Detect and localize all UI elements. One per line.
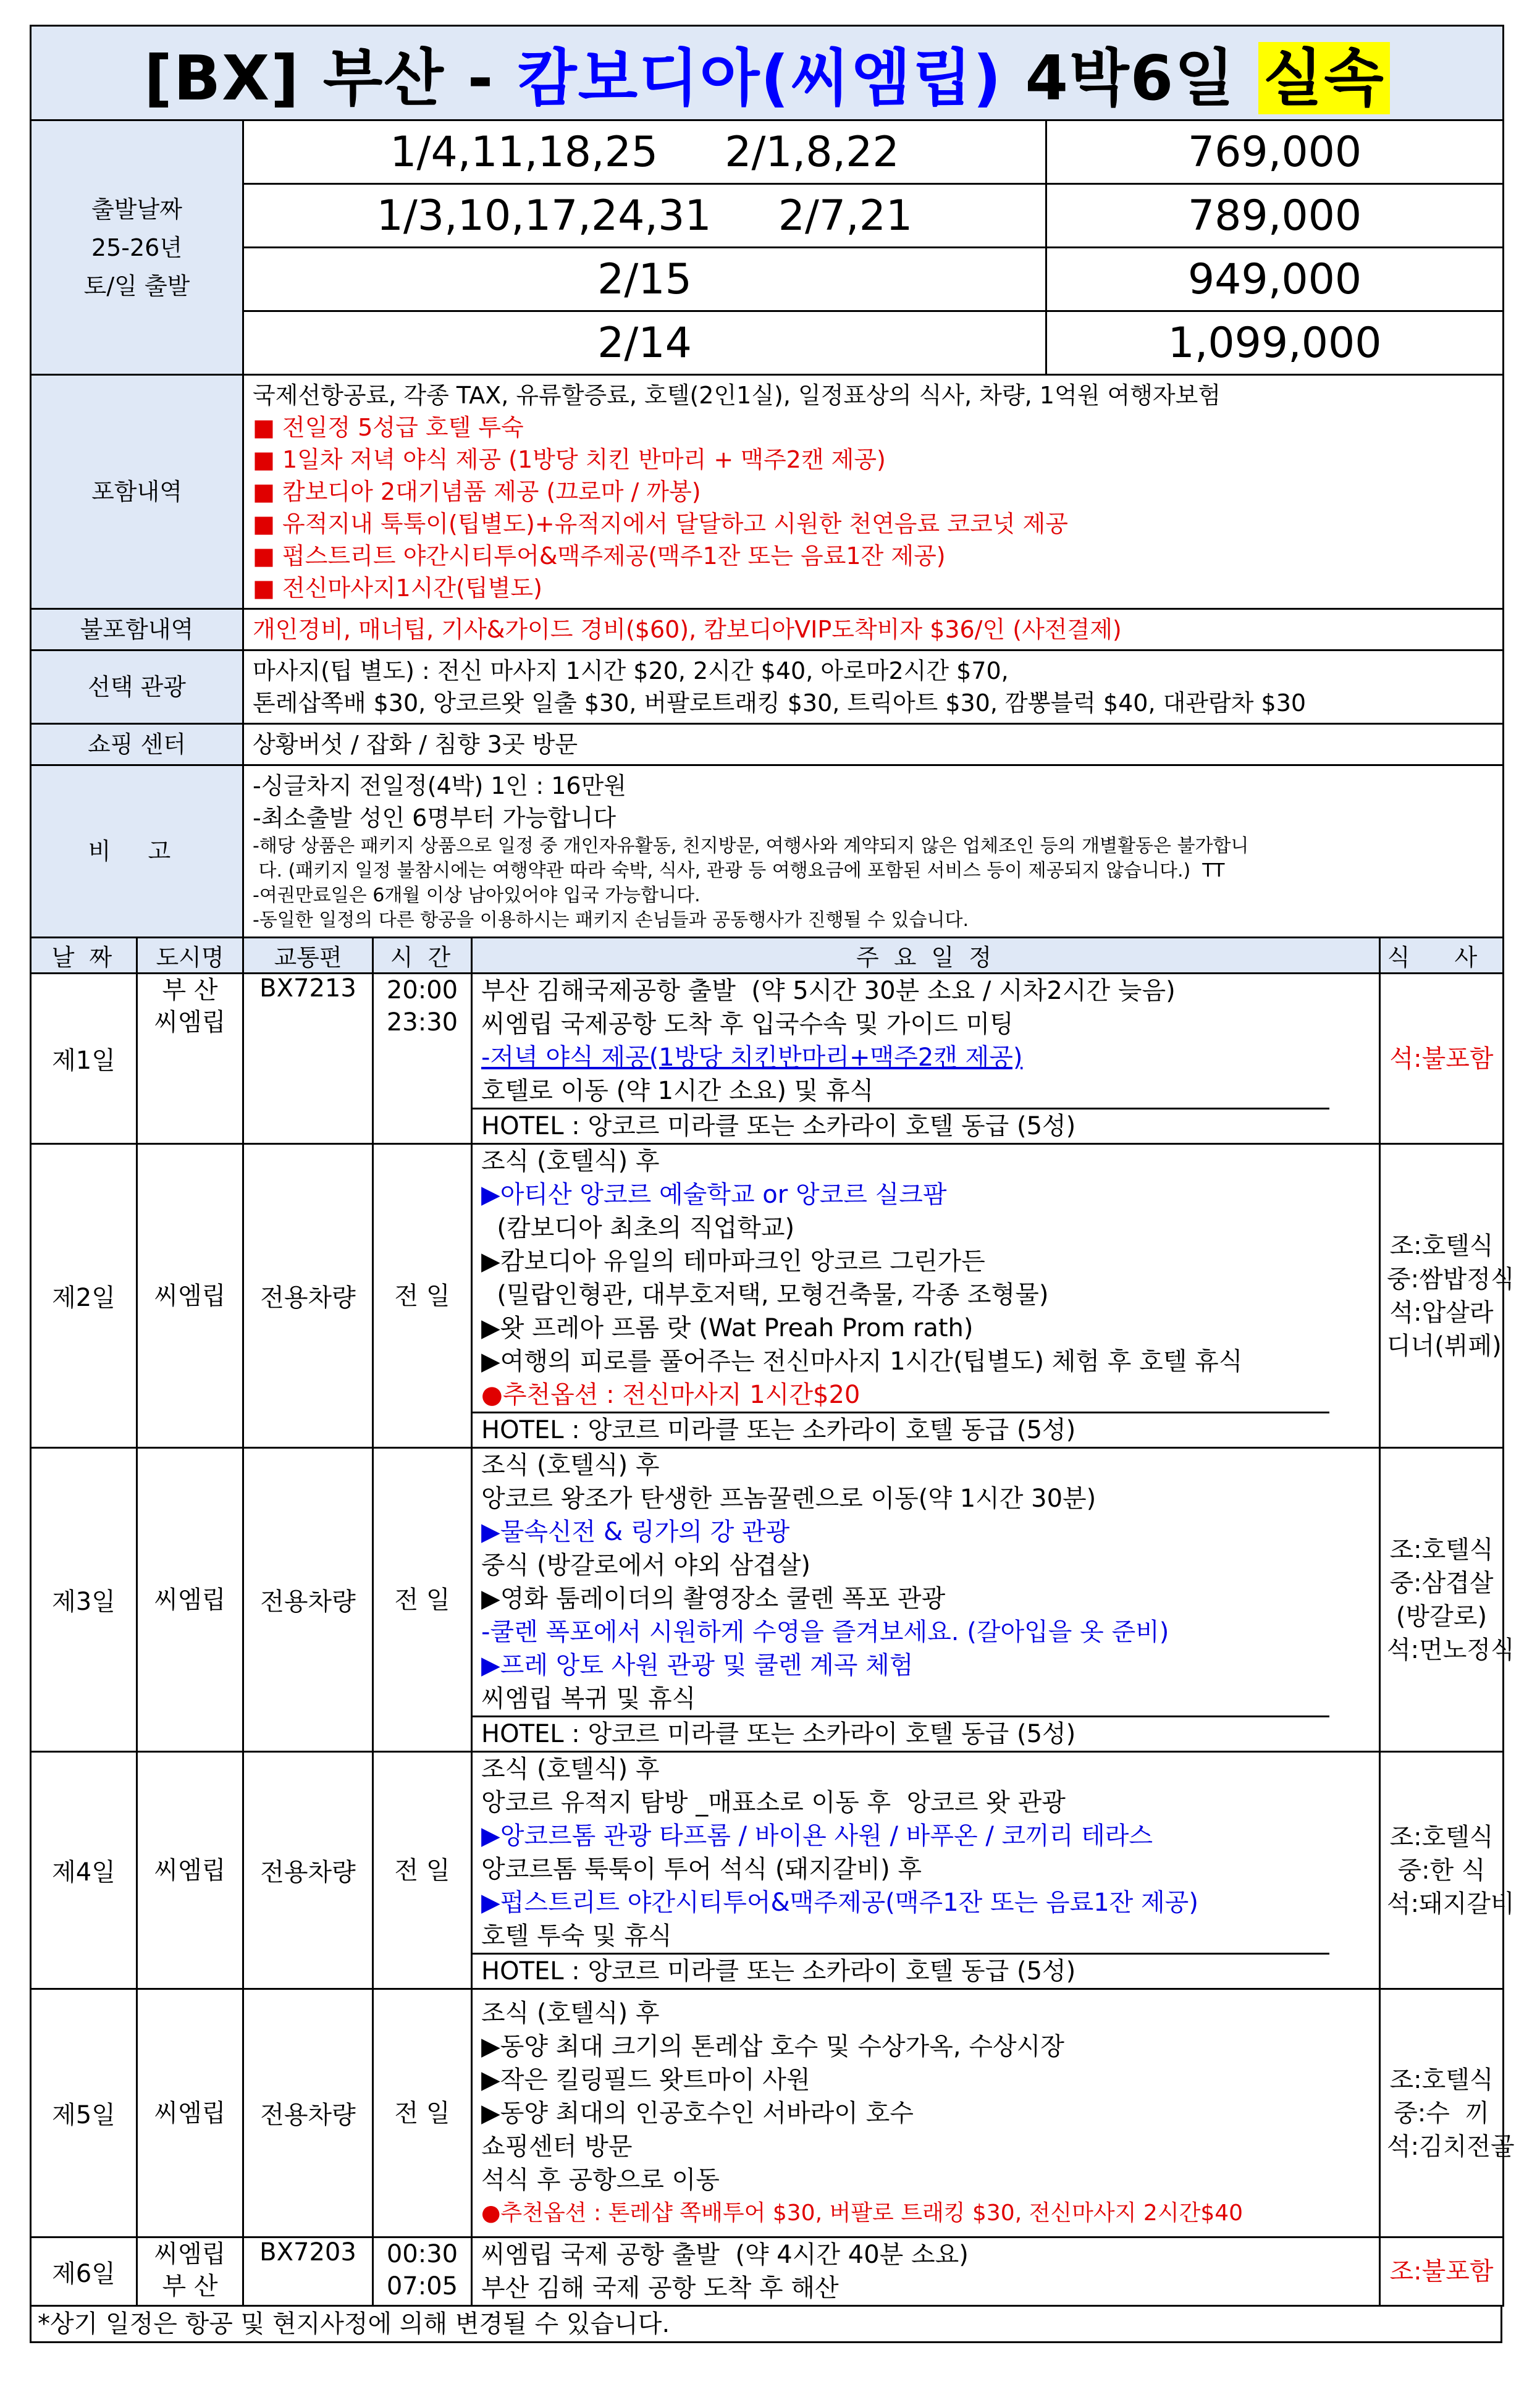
day-schedule: [472, 1752, 1380, 1989]
day-transport: BX7213: [243, 974, 373, 1144]
day-label: 제2일: [31, 1144, 137, 1448]
departure-label-line: 출발날짜: [91, 195, 182, 223]
time-value: 전 일: [394, 2099, 450, 2128]
schedule-line: ▶동양 최대 크기의 톤레삽 호수 및 수상가옥, 수상시장: [481, 2032, 1064, 2061]
time-value: 07:05: [386, 2272, 458, 2301]
day-transport: 전용차량: [243, 1989, 373, 2238]
hotel-line: HOTEL : 앙코르 미라클 또는 소카라이 호텔 동급 (5성): [473, 1953, 1329, 1988]
schedule-line: 호텔 투숙 및 휴식: [481, 1922, 672, 1950]
departure-dates: 1/4,11,18,25 2/1,8,22: [243, 120, 1046, 184]
day-row: [31, 1752, 1504, 1989]
meal-item: 석:김치전골: [1387, 2132, 1515, 2161]
day-city: [137, 1752, 243, 1989]
optional-line: 톤레삽쪽배 $30, 앙코르왓 일출 $30, 버팔로트래킹 $30, 트릭아트 $30, 깜뽕블럭 $40, 대관람차 $30: [253, 689, 1307, 717]
shopping-label: 쇼핑 센터: [31, 724, 243, 765]
schedule-line: 석식 후 공항으로 이동: [481, 2165, 720, 2194]
included-label: 포함내역: [31, 375, 243, 609]
day-schedule: [472, 1448, 1380, 1752]
departure-price: 1,099,000: [1046, 311, 1504, 375]
schedule-line: ▶영화 툼레이더의 촬영장소 쿨렌 폭포 관광: [481, 1585, 946, 1613]
schedule-line: 앙코르 유적지 탐방 _매표소로 이동 후 앙코르 왓 관광: [481, 1788, 1066, 1817]
city-name: 씨엠립: [154, 2240, 226, 2268]
schedule-line: ▶캄보디아 유일의 테마파크인 앙코르 그린가든: [481, 1247, 985, 1276]
schedule-line: 중식 (방갈로에서 야외 삼겹살): [481, 1551, 811, 1580]
city-name: 부 산: [162, 2272, 218, 2301]
optional-label: 선택 관광: [31, 650, 243, 724]
day-label: 제5일: [31, 1989, 137, 2238]
title-badge: 실속: [1258, 42, 1390, 114]
included-item: ■ 캄보디아 2대기념품 제공 (끄로마 / 까봉): [253, 478, 701, 505]
day-time: [373, 974, 472, 1144]
day-label: 제4일: [31, 1752, 137, 1989]
title-duration: 4박6일: [1002, 42, 1258, 114]
hotel-line: HOTEL : 앙코르 미라클 또는 소카라이 호텔 동급 (5성): [473, 1715, 1329, 1751]
day-city: [137, 2238, 243, 2306]
included-item: ■ 1일차 저녁 야식 제공 (1방당 치킨 반마리 + 맥주2캔 제공): [253, 446, 886, 473]
included-text: 국제선항공료, 각종 TAX, 유류할증료, 호텔(2인1실), 일정표상의 식사, 차량, 1억원 여행자보험: [253, 382, 1221, 409]
day-meals: [1380, 1752, 1515, 1989]
included-item: ■ 펍스트리트 야간시티투어&맥주제공(맥주1잔 또는 음료1잔 제공): [253, 542, 946, 570]
page-title: [31, 26, 1504, 120]
optional-line: 마사지(팁 별도) : 전신 마사지 1시간 $20, 2시간 $40, 아로마2시간 $70,: [253, 657, 1009, 684]
schedule-line: (캄보디아 최초의 직업학교): [481, 1214, 795, 1242]
day-time: [373, 1448, 472, 1752]
remark-line: -해당 상품은 패키지 상품으로 일정 중 개인자유활동, 친지방문, 여행사와 계약되지 않은 업체조인 등의 개별활동은 불가합니: [253, 835, 1249, 857]
schedule-line: -저녁 야식 제공(1방당 치킨반마리+맥주2캔 제공): [481, 1043, 1023, 1072]
time-value: 20:00: [386, 976, 458, 1004]
day-meals: [1380, 2238, 1504, 2306]
schedule-line: 씨엠립 국제 공항 출발 (약 4시간 40분 소요): [481, 2241, 969, 2269]
schedule-line: ●추천옵션 : 톤레샵 쪽배투어 $30, 버팔로 트래킹 $30, 전신마사지 2시간$40: [481, 2200, 1244, 2226]
schedule-line: 씨엠립 복귀 및 휴식: [481, 1685, 696, 1713]
day-schedule: [472, 1989, 1380, 2238]
day-schedule: [472, 1144, 1380, 1448]
departure-dates: 2/14: [243, 311, 1046, 375]
day-city: [137, 1448, 243, 1752]
time-value: 00:30: [386, 2240, 458, 2268]
time-value: 전 일: [394, 1856, 450, 1885]
day-meals: [1380, 974, 1504, 1144]
schedule-line: (밀랍인형관, 대부호저택, 모형건축물, 각종 조형물): [481, 1281, 1049, 1309]
day-transport: 전용차량: [243, 1144, 373, 1448]
city-name: 씨엠립: [154, 1008, 226, 1037]
schedule-line: ▶아티산 앙코르 예술학교 or 앙코르 실크팜: [481, 1181, 947, 1209]
time-value: 23:30: [386, 1008, 458, 1037]
day-row: [31, 1989, 1504, 2238]
day-meals: [1380, 1989, 1515, 2238]
schedule-line: ▶동양 최대의 인공호수인 서바라이 호수: [481, 2099, 914, 2128]
city-name: 씨엠립: [154, 1856, 226, 1885]
schedule-line: 조식 (호텔식) 후: [481, 1755, 660, 1783]
schedule-line: 부산 김해국제공항 출발 (약 5시간 30분 소요 / 시차2시간 늦음): [481, 977, 1176, 1005]
header-transport: 교통편: [243, 938, 373, 974]
hotel-line: HOTEL : 앙코르 미라클 또는 소카라이 호텔 동급 (5성): [473, 1108, 1329, 1143]
departure-label: [31, 120, 243, 375]
remark-line: -최소출발 성인 6명부터 가능합니다: [253, 804, 617, 831]
remark-line: -싱글차지 전일정(4박) 1인 : 16만원: [253, 772, 626, 799]
schedule-line: ▶프레 앙토 사원 관광 및 쿨렌 계곡 체험: [481, 1651, 914, 1680]
meal-item: 석:불포함: [1389, 1044, 1494, 1073]
schedule-line: 부산 김해 국제 공항 도착 후 해산: [481, 2274, 839, 2302]
schedule-line: ●추천옵션 : 전신마사지 1시간$20: [481, 1381, 861, 1409]
shopping-text: 상황버섯 / 잡화 / 침향 3곳 방문: [243, 724, 1504, 765]
optional-list: [243, 650, 1504, 724]
day-city: [137, 974, 243, 1144]
remark-line: -여권만료일은 6개월 이상 남아있어야 입국 가능합니다.: [253, 885, 701, 906]
day-row: [31, 1448, 1504, 1752]
schedule-line: ▶펍스트리트 야간시티투어&맥주제공(맥주1잔 또는 음료1잔 제공): [481, 1888, 1198, 1917]
meal-item: 중:쌈밥정식: [1387, 1265, 1515, 1294]
day-schedule: [472, 974, 1380, 1144]
meal-item: (방갈로): [1395, 1602, 1488, 1631]
title-destination: 캄보디아(씨엠립): [517, 42, 1003, 114]
summary-table: [30, 25, 1504, 938]
header-schedule: 주 요 일 정: [472, 938, 1380, 974]
day-time: [373, 1752, 472, 1989]
day-label: 제6일: [31, 2238, 137, 2306]
meal-item: 중:수 끼: [1394, 2099, 1489, 2128]
day-time: [373, 2238, 472, 2306]
departure-label-line: 25-26년: [91, 234, 183, 261]
header-city: 도시명: [137, 938, 243, 974]
departure-dates: 1/3,10,17,24,31 2/7,21: [243, 184, 1046, 248]
city-name: 씨엠립: [154, 2099, 226, 2128]
excluded-label: 불포함내역: [31, 609, 243, 650]
day-label: 제3일: [31, 1448, 137, 1752]
meal-item: 중:삼겹살: [1389, 1568, 1494, 1598]
meal-item: 조:호텔식: [1389, 1535, 1494, 1564]
included-item: ■ 유적지내 툭툭이(팁별도)+유적지에서 달달하고 시원한 천연음료 코코넛 제공: [253, 510, 1068, 537]
departure-price: 769,000: [1046, 120, 1504, 184]
day-time: [373, 1144, 472, 1448]
city-name: 부 산: [162, 976, 218, 1004]
meal-item: 디너(뷔페): [1387, 1331, 1502, 1360]
departure-price: 949,000: [1046, 248, 1504, 311]
itinerary-page: [30, 25, 1515, 2343]
city-name: 씨엠립: [154, 1281, 226, 1310]
remarks-list: [243, 765, 1504, 938]
included-item: ■ 전신마사지1시간(팁별도): [253, 575, 542, 602]
header-day: 날 짜: [31, 938, 137, 974]
included-list: [243, 375, 1504, 609]
day-label: 제1일: [31, 974, 137, 1144]
schedule-line: 조식 (호텔식) 후: [481, 1998, 660, 2027]
schedule-line: 앙코르 왕조가 탄생한 프놈꿀렌으로 이동(약 1시간 30분): [481, 1484, 1096, 1513]
schedule-line: 호텔로 이동 (약 1시간 소요) 및 휴식: [481, 1077, 874, 1105]
schedule-line: ▶앙코르톰 관광 타프롬 / 바이욘 사원 / 바푸온 / 코끼리 테라스: [481, 1822, 1153, 1850]
schedule-line: 쇼핑센터 방문: [481, 2132, 633, 2161]
day-transport: 전용차량: [243, 1752, 373, 1989]
day-time: [373, 1989, 472, 2238]
meal-item: 석:압살라: [1389, 1298, 1494, 1327]
schedule-line: ▶왓 프레아 프롬 랏 (Wat Preah Prom rath): [481, 1314, 974, 1342]
meal-item: 조:불포함: [1389, 2257, 1494, 2286]
schedule-line: ▶여행의 피로를 풀어주는 전신마사지 1시간(팁별도) 체험 후 호텔 휴식: [481, 1347, 1243, 1376]
day-transport: 전용차량: [243, 1448, 373, 1752]
time-value: 전 일: [394, 1585, 450, 1614]
departure-label-line: 토/일 출발: [83, 272, 190, 300]
meal-item: 석:돼지갈비: [1387, 1889, 1515, 1918]
schedule-line: 조식 (호텔식) 후: [481, 1147, 660, 1176]
day-row: [31, 2238, 1504, 2306]
day-row: [31, 1144, 1504, 1448]
departure-price: 789,000: [1046, 184, 1504, 248]
itinerary-table: [30, 937, 1515, 2307]
day-city: [137, 1144, 243, 1448]
day-schedule: [472, 2238, 1380, 2306]
day-meals: [1380, 1448, 1515, 1752]
included-item: ■ 전일정 5성급 호텔 투숙: [253, 414, 524, 441]
meal-item: 석:먼노정식: [1387, 1635, 1515, 1664]
remark-line: 다. (패키지 일정 불참시에는 여행약관 따라 숙박, 식사, 관광 등 여행요금에 포함된 서비스 등이 제공되지 않습니다.) TT: [253, 860, 1225, 882]
title-prefix: [BX] 부산 -: [144, 42, 518, 114]
schedule-line: ▶물속신전 & 링가의 강 관광: [481, 1518, 790, 1546]
schedule-line: 조식 (호텔식) 후: [481, 1451, 660, 1480]
schedule-line: ▶작은 킬링필드 왓트마이 사원: [481, 2065, 810, 2094]
meal-item: 조:호텔식: [1389, 2065, 1494, 2094]
schedule-line: 앙코르톰 툭툭이 투어 석식 (돼지갈비) 후: [481, 1855, 922, 1884]
day-row: [31, 974, 1504, 1144]
departure-dates: 2/15: [243, 248, 1046, 311]
remarks-label: 비 고: [31, 765, 243, 938]
footer-note: *상기 일정은 항공 및 현지사정에 의해 변경될 수 있습니다.: [30, 2307, 1502, 2343]
day-meals: [1380, 1144, 1515, 1448]
hotel-line: HOTEL : 앙코르 미라클 또는 소카라이 호텔 동급 (5성): [473, 1412, 1329, 1447]
schedule-line: -쿨렌 폭포에서 시원하게 수영을 즐겨보세요. (갈아입을 옷 준비): [481, 1618, 1169, 1646]
meal-item: 조:호텔식: [1389, 1231, 1494, 1260]
header-meal: 식 사: [1380, 938, 1504, 974]
day-city: [137, 1989, 243, 2238]
meal-item: 조:호텔식: [1389, 1822, 1494, 1851]
header-time: 시 간: [373, 938, 472, 974]
day-transport: BX7203: [243, 2238, 373, 2306]
meal-item: 중:한 식: [1397, 1856, 1486, 1885]
schedule-line: 씨엠립 국제공항 도착 후 입국수속 및 가이드 미팅: [481, 1010, 1014, 1038]
excluded-text: 개인경비, 매너팁, 기사&가이드 경비($60), 캄보디아VIP도착비자 $36/인 (사전결제): [243, 609, 1504, 650]
city-name: 씨엠립: [154, 1585, 226, 1614]
time-value: 전 일: [394, 1281, 450, 1310]
remark-line: -동일한 일정의 다른 항공을 이용하시는 패키지 손님들과 공동행사가 진행될 수 있습니다.: [253, 909, 969, 931]
